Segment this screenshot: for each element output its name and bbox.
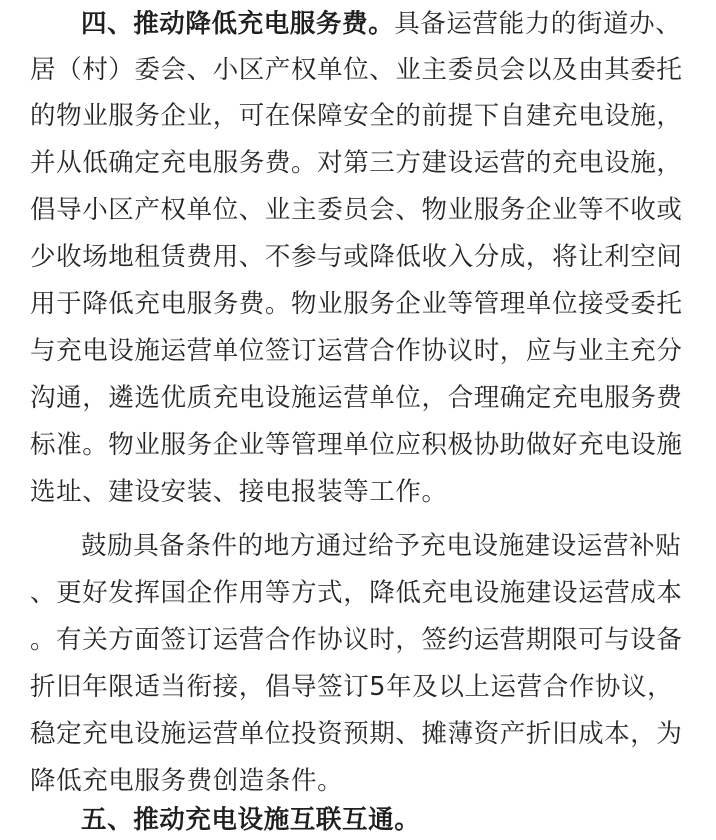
paragraph-1-line-1: [81, 4, 681, 44]
paragraph-2-line-2: 、更好发挥国企作用等方式，降低充电设施建设运营成本: [30, 578, 683, 608]
paragraph-1-line-9: 沟通，遴选优质充电设施运营单位，合理确定充电服务费: [30, 383, 683, 413]
paragraph-1-line-6: 少收场地租赁费用、不参与或降低收入分成，将让利空间: [30, 242, 683, 272]
paragraph-1-text: 具备运营能力的街道办、: [394, 9, 682, 39]
paragraph-1-line-10: 标准。物业服务企业等管理单位应积极协助做好充电设施: [30, 430, 683, 460]
next-section-heading: 五、推动充电设施互联互通。: [81, 805, 421, 835]
paragraph-1-line-8: 与充电设施运营单位签订运营合作协议时，应与业主充分: [30, 336, 683, 366]
paragraph-2-line-4: 折旧年限适当衔接，倡导签订5年及以上运营合作协议，: [30, 672, 674, 702]
paragraph-2-line-5: 稳定充电设施运营单位投资预期、摊薄资产折旧成本，为: [30, 719, 683, 749]
paragraph-1-line-7: 用于降低充电服务费。物业服务企业等管理单位接受委托: [30, 289, 683, 319]
paragraph-1-line-11: 选址、建设安装、接电报装等工作。: [30, 477, 448, 507]
paragraph-1-line-2: 居（村）委会、小区产权单位、业主委员会以及由其委托: [30, 55, 683, 85]
paragraph-1-line-4: 并从低确定充电服务费。对第三方建设运营的充电设施，: [30, 148, 683, 178]
paragraph-2-line-3: 。有关方面签订运营合作协议时，签约运营期限可与设备: [30, 625, 683, 655]
paragraph-1-line-5: 倡导小区产权单位、业主委员会、物业服务企业等不收或: [30, 195, 683, 225]
paragraph-2-line-1: 鼓励具备条件的地方通过给予充电设施建设运营补贴: [81, 531, 682, 561]
section-heading: 四、推动降低充电服务费。: [81, 9, 395, 39]
paragraph-2-line-6: 降低充电服务费创造条件。: [30, 766, 344, 796]
paragraph-1-line-3: 的物业服务企业，可在保障安全的前提下自建充电设施，: [30, 101, 683, 131]
